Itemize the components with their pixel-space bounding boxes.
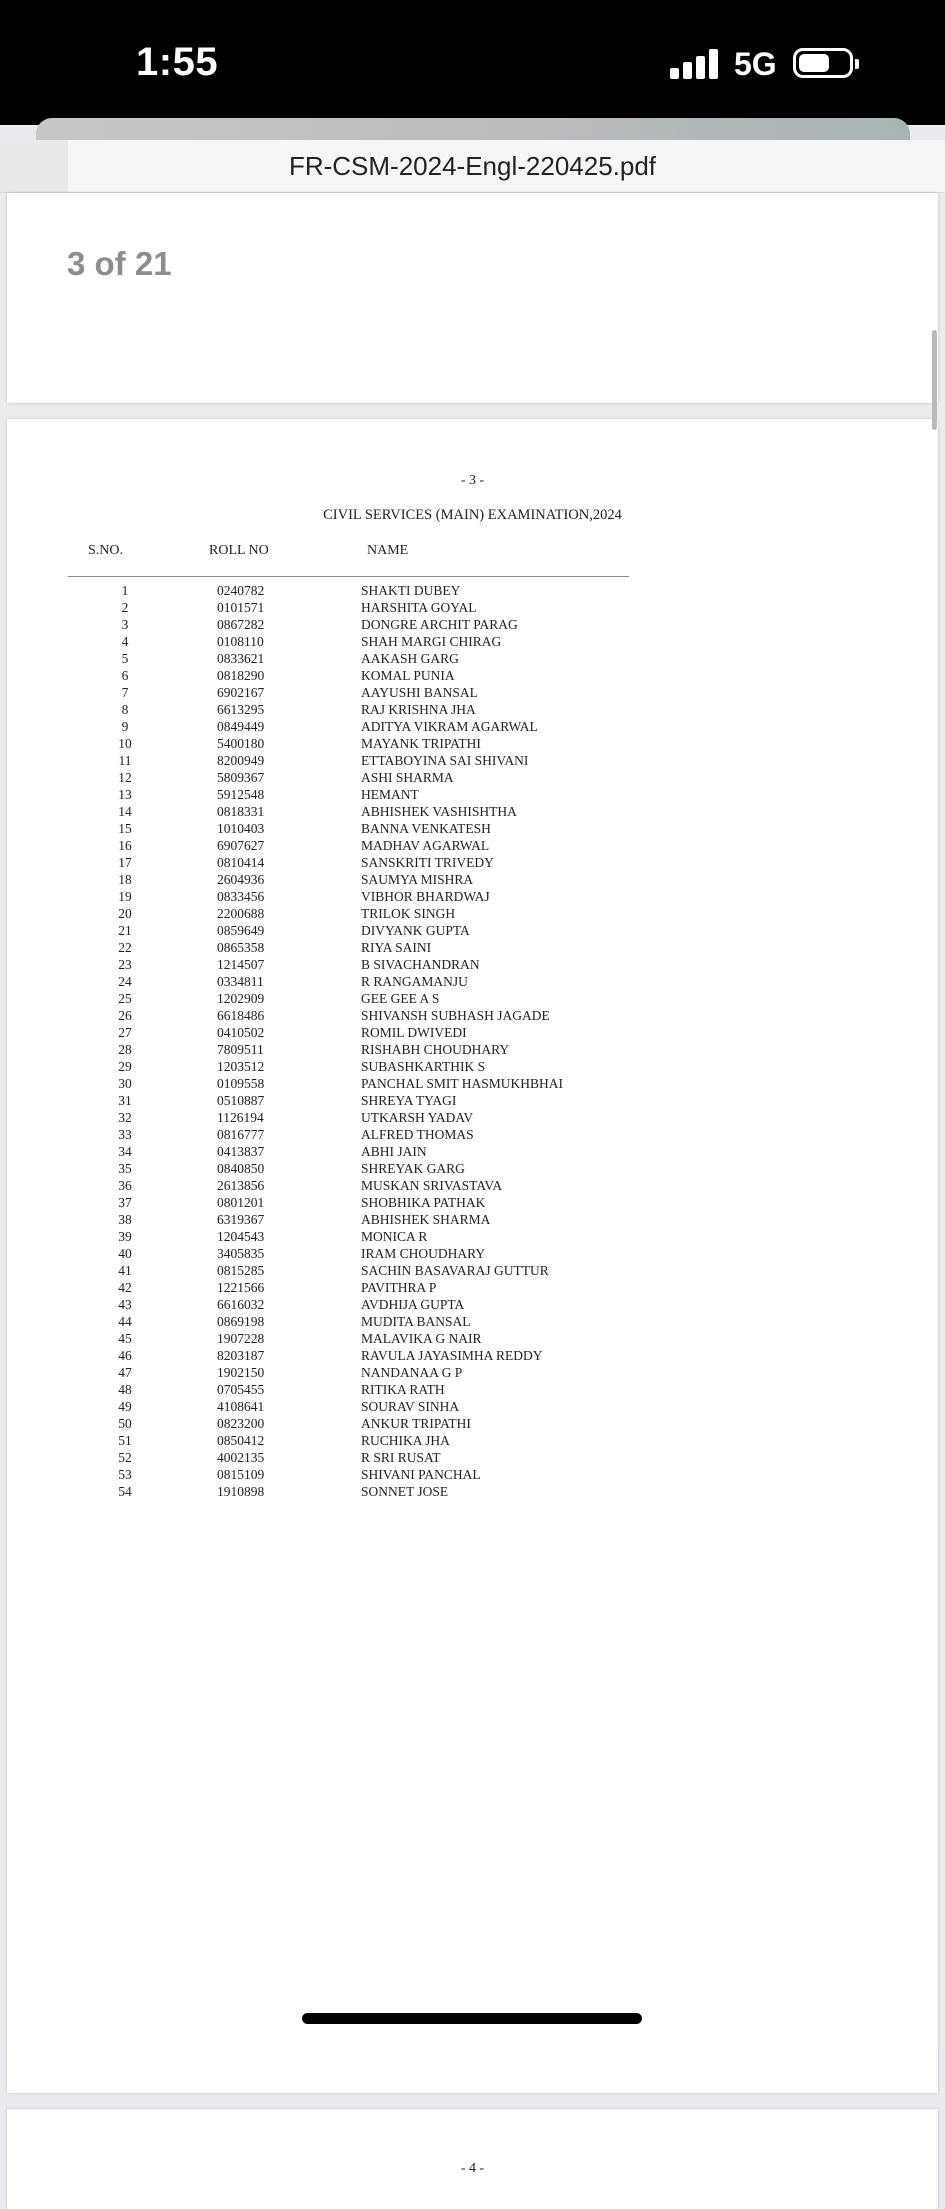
row-name: ANKUR TRIPATHI — [361, 1416, 471, 1431]
row-sno: 32 — [118, 1110, 132, 1125]
row-sno: 54 — [118, 1484, 132, 1499]
row-name: GEE GEE A S — [361, 991, 440, 1006]
network-type: 5G — [734, 46, 777, 82]
row-sno: 48 — [118, 1382, 132, 1397]
row-name: PAVITHRA P — [361, 1280, 437, 1295]
row-roll-no: 0705455 — [217, 1382, 265, 1397]
table-row — [7, 786, 938, 803]
row-name: BANNA VENKATESH — [361, 821, 491, 836]
table-row — [7, 1415, 938, 1432]
row-roll-no: 0850412 — [217, 1433, 265, 1448]
table-row — [7, 1398, 938, 1415]
row-roll-no: 0108110 — [217, 634, 264, 649]
row-name: HARSHITA GOYAL — [361, 600, 477, 615]
row-sno: 35 — [118, 1161, 132, 1176]
table-row — [7, 701, 938, 718]
row-sno: 19 — [118, 889, 132, 904]
table-row — [7, 1109, 938, 1126]
table-row — [7, 1160, 938, 1177]
table-row — [7, 1143, 938, 1160]
viewer-title-bar — [0, 140, 945, 193]
row-roll-no: 2613856 — [217, 1178, 265, 1193]
table-row — [7, 1330, 938, 1347]
row-sno: 30 — [118, 1076, 132, 1091]
row-roll-no: 0818290 — [217, 668, 265, 683]
row-name: R SRI RUSAT — [361, 1450, 441, 1465]
row-roll-no: 0869198 — [217, 1314, 265, 1329]
row-sno: 15 — [118, 821, 132, 836]
row-name: ABHISHEK SHARMA — [361, 1212, 491, 1227]
row-roll-no: 5912548 — [217, 787, 265, 802]
row-roll-no: 1126194 — [217, 1110, 264, 1125]
table-row — [7, 922, 938, 939]
row-name: ROMIL DWIVEDI — [361, 1025, 467, 1040]
row-roll-no: 2604936 — [217, 872, 265, 887]
document-filename: FR-CSM-2024-Engl-220425.pdf — [288, 151, 657, 181]
row-name: RISHABH CHOUDHARY — [361, 1042, 510, 1057]
row-sno: 7 — [121, 685, 129, 700]
row-name: ABHI JAIN — [361, 1144, 427, 1159]
row-name: UTKARSH YADAV — [361, 1110, 474, 1125]
row-roll-no: 7809511 — [217, 1042, 264, 1057]
row-name: ASHI SHARMA — [361, 770, 454, 785]
row-sno: 22 — [118, 940, 132, 955]
row-roll-no: 0240782 — [217, 583, 265, 598]
row-sno: 27 — [118, 1025, 132, 1040]
next-page-number-label: - 4 - — [460, 2161, 485, 2176]
row-roll-no: 6319367 — [217, 1212, 265, 1227]
row-sno: 8 — [121, 702, 129, 717]
row-name: SHAH MARGI CHIRAG — [361, 634, 502, 649]
column-header-roll-no: ROLL NO — [209, 543, 269, 558]
table-row — [7, 1313, 938, 1330]
row-roll-no: 2200688 — [217, 906, 265, 921]
row-name: MADHAV AGARWAL — [361, 838, 490, 853]
row-roll-no: 8203187 — [217, 1348, 265, 1363]
battery-icon — [793, 48, 853, 78]
row-sno: 45 — [118, 1331, 132, 1346]
table-row — [7, 939, 938, 956]
row-roll-no: 6616032 — [217, 1297, 265, 1312]
table-row — [7, 1347, 938, 1364]
table-row — [7, 1024, 938, 1041]
row-name: ADITYA VIKRAM AGARWAL — [361, 719, 538, 734]
row-roll-no: 0849449 — [217, 719, 265, 734]
row-name: RAVULA JAYASIMHA REDDY — [361, 1348, 543, 1363]
row-roll-no: 1204543 — [217, 1229, 265, 1244]
row-sno: 29 — [118, 1059, 132, 1074]
table-row — [7, 1075, 938, 1092]
row-roll-no: 6907627 — [217, 838, 265, 853]
status-time: 1:55 — [136, 40, 219, 84]
table-row — [7, 633, 938, 650]
row-roll-no: 0413837 — [217, 1144, 265, 1159]
row-sno: 11 — [118, 753, 132, 768]
row-roll-no: 4108641 — [217, 1399, 265, 1414]
row-name: SANSKRITI TRIVEDY — [361, 855, 494, 870]
row-name: MALAVIKA G NAIR — [361, 1331, 482, 1346]
row-roll-no: 0833621 — [217, 651, 265, 666]
row-sno: 18 — [118, 872, 132, 887]
row-roll-no: 1010403 — [217, 821, 265, 836]
row-roll-no: 0865358 — [217, 940, 265, 955]
table-row — [7, 616, 938, 633]
row-roll-no: 5400180 — [217, 736, 265, 751]
row-sno: 5 — [121, 651, 129, 666]
row-sno: 43 — [118, 1297, 132, 1312]
table-row — [7, 1381, 938, 1398]
row-roll-no: 1214507 — [217, 957, 265, 972]
table-row — [7, 905, 938, 922]
table-row — [7, 1211, 938, 1228]
row-name: NANDANAA G P — [361, 1365, 463, 1380]
table-row — [7, 684, 938, 701]
table-row — [7, 854, 938, 871]
row-name: SAUMYA MISHRA — [361, 872, 474, 887]
row-roll-no: 1910898 — [217, 1484, 265, 1499]
row-roll-no: 0833456 — [217, 889, 265, 904]
row-roll-no: 1221566 — [217, 1280, 265, 1295]
row-name: SUBASHKARTHIK S — [361, 1059, 486, 1074]
row-name: SHREYA TYAGI — [361, 1093, 457, 1108]
row-roll-no: 6902167 — [217, 685, 265, 700]
table-row — [7, 1126, 938, 1143]
row-roll-no: 0510887 — [217, 1093, 265, 1108]
row-sno: 3 — [121, 617, 129, 632]
row-sno: 53 — [118, 1467, 132, 1482]
row-roll-no: 0840850 — [217, 1161, 265, 1176]
row-name: AVDHIJA GUPTA — [361, 1297, 465, 1312]
table-row — [7, 1364, 938, 1381]
row-sno: 6 — [121, 668, 129, 683]
table-row — [7, 1279, 938, 1296]
table-row — [7, 1228, 938, 1245]
header-divider — [68, 576, 629, 577]
row-sno: 44 — [118, 1314, 132, 1329]
table-row — [7, 599, 938, 616]
table-row — [7, 1245, 938, 1262]
table-row — [7, 1483, 938, 1500]
row-sno: 49 — [118, 1399, 132, 1414]
table-row — [7, 1466, 938, 1483]
row-sno: 13 — [118, 787, 132, 802]
row-name: SHAKTI DUBEY — [361, 583, 461, 598]
row-roll-no: 6618486 — [217, 1008, 265, 1023]
row-roll-no: 0859649 — [217, 923, 265, 938]
row-sno: 2 — [121, 600, 129, 615]
row-sno: 51 — [118, 1433, 132, 1448]
column-header-name: NAME — [367, 543, 409, 558]
row-name: HEMANT — [361, 787, 419, 802]
home-indicator[interactable] — [302, 2013, 642, 2024]
table-row — [7, 803, 938, 820]
row-name: MUSKAN SRIVASTAVA — [361, 1178, 503, 1193]
table-row — [7, 582, 938, 599]
row-name: RUCHIKA JHA — [361, 1433, 450, 1448]
row-sno: 36 — [118, 1178, 132, 1193]
page-indicator: 3 of 21 — [67, 245, 172, 282]
table-row — [7, 667, 938, 684]
row-sno: 17 — [118, 855, 132, 870]
row-name: RAJ KRISHNA JHA — [361, 702, 476, 717]
table-row — [7, 1296, 938, 1313]
row-sno: 9 — [121, 719, 129, 734]
row-roll-no: 0815109 — [217, 1467, 265, 1482]
column-header-sno: S.NO. — [88, 543, 124, 558]
table-row — [7, 837, 938, 854]
signal-bars-icon — [670, 49, 720, 79]
row-roll-no: 0823200 — [217, 1416, 265, 1431]
row-name: R RANGAMANJU — [361, 974, 468, 989]
row-name: PANCHAL SMIT HASMUKHBHAI — [361, 1076, 564, 1091]
table-row — [7, 1432, 938, 1449]
table-row — [7, 1041, 938, 1058]
row-name: AAKASH GARG — [361, 651, 459, 666]
row-roll-no: 0801201 — [217, 1195, 265, 1210]
row-sno: 50 — [118, 1416, 132, 1431]
table-row — [7, 871, 938, 888]
row-name: SACHIN BASAVARAJ GUTTUR — [361, 1263, 549, 1278]
table-row — [7, 1007, 938, 1024]
row-name: SOURAV SINHA — [361, 1399, 460, 1414]
row-sno: 33 — [118, 1127, 132, 1142]
status-bar — [0, 0, 945, 125]
row-sno: 4 — [121, 634, 129, 649]
table-row — [7, 1449, 938, 1466]
table-row — [7, 718, 938, 735]
row-name: DIVYANK GUPTA — [361, 923, 470, 938]
previous-page[interactable] — [7, 193, 938, 403]
row-roll-no: 6613295 — [217, 702, 265, 717]
table-row — [7, 735, 938, 752]
table-row — [7, 1194, 938, 1211]
row-name: MAYANK TRIPATHI — [361, 736, 481, 751]
row-roll-no: 0109558 — [217, 1076, 265, 1091]
row-name: ETTABOYINA SAI SHIVANI — [361, 753, 529, 768]
current-page[interactable] — [7, 419, 938, 2093]
table-row — [7, 650, 938, 667]
row-roll-no: 0334811 — [217, 974, 264, 989]
row-sno: 14 — [118, 804, 132, 819]
row-roll-no: 1907228 — [217, 1331, 265, 1346]
row-sno: 10 — [118, 736, 132, 751]
row-roll-no: 3405835 — [217, 1246, 265, 1261]
results-table-body — [7, 582, 938, 1500]
table-row — [7, 752, 938, 769]
row-sno: 42 — [118, 1280, 132, 1295]
row-roll-no: 5809367 — [217, 770, 265, 785]
row-roll-no: 0810414 — [217, 855, 265, 870]
row-name: RIYA SAINI — [361, 940, 432, 955]
table-row — [7, 956, 938, 973]
table-row — [7, 1262, 938, 1279]
table-row — [7, 973, 938, 990]
row-sno: 24 — [118, 974, 132, 989]
row-name: TRILOK SINGH — [361, 906, 456, 921]
row-name: AAYUSHI BANSAL — [361, 685, 478, 700]
row-sno: 16 — [118, 838, 132, 853]
row-sno: 41 — [118, 1263, 132, 1278]
row-sno: 1 — [121, 583, 129, 598]
row-name: IRAM CHOUDHARY — [361, 1246, 486, 1261]
row-sno: 34 — [118, 1144, 132, 1159]
row-name: DONGRE ARCHIT PARAG — [361, 617, 518, 632]
exam-title: CIVIL SERVICES (MAIN) EXAMINATION,2024 — [323, 507, 622, 523]
table-row — [7, 1177, 938, 1194]
row-sno: 40 — [118, 1246, 132, 1261]
row-roll-no: 0410502 — [217, 1025, 265, 1040]
row-sno: 52 — [118, 1450, 132, 1465]
row-name: SONNET JOSE — [361, 1484, 449, 1499]
row-sno: 21 — [118, 923, 132, 938]
row-sno: 20 — [118, 906, 132, 921]
row-roll-no: 0867282 — [217, 617, 265, 632]
scrollbar-thumb[interactable] — [932, 330, 937, 430]
row-name: VIBHOR BHARDWAJ — [361, 889, 490, 904]
row-sno: 28 — [118, 1042, 132, 1057]
table-row — [7, 990, 938, 1007]
row-name: SHREYAK GARG — [361, 1161, 465, 1176]
row-sno: 31 — [118, 1093, 132, 1108]
table-row — [7, 820, 938, 837]
row-sno: 26 — [118, 1008, 132, 1023]
row-name: B SIVACHANDRAN — [361, 957, 480, 972]
row-sno: 46 — [118, 1348, 132, 1363]
row-roll-no: 8200949 — [217, 753, 265, 768]
table-row — [7, 1092, 938, 1109]
row-name: KOMAL PUNIA — [361, 668, 455, 683]
row-roll-no: 4002135 — [217, 1450, 265, 1465]
page-number-label: - 3 - — [460, 473, 485, 488]
row-name: SHIVANSH SUBHASH JAGADE — [361, 1008, 550, 1023]
row-roll-no: 1202909 — [217, 991, 265, 1006]
table-row — [7, 769, 938, 786]
row-roll-no: 0815285 — [217, 1263, 265, 1278]
pdf-viewer-sheet[interactable] — [0, 140, 945, 2176]
table-row — [7, 888, 938, 905]
row-roll-no: 1902150 — [217, 1365, 265, 1380]
row-name: ALFRED THOMAS — [361, 1127, 474, 1142]
row-sno: 23 — [118, 957, 132, 972]
row-sno: 25 — [118, 991, 132, 1006]
row-sno: 47 — [118, 1365, 132, 1380]
row-name: MUDITA BANSAL — [361, 1314, 471, 1329]
row-sno: 38 — [118, 1212, 132, 1227]
row-name: RITIKA RATH — [361, 1382, 445, 1397]
next-page[interactable] — [7, 2109, 938, 2209]
row-sno: 12 — [118, 770, 132, 785]
row-name: SHOBHIKA PATHAK — [361, 1195, 486, 1210]
table-row — [7, 1058, 938, 1075]
row-name: SHIVANI PANCHAL — [361, 1467, 481, 1482]
row-roll-no: 0818331 — [217, 804, 265, 819]
row-roll-no: 1203512 — [217, 1059, 265, 1074]
row-roll-no: 0816777 — [217, 1127, 265, 1142]
row-sno: 37 — [118, 1195, 132, 1210]
row-roll-no: 0101571 — [217, 600, 265, 615]
row-name: ABHISHEK VASHISHTHA — [361, 804, 517, 819]
row-sno: 39 — [118, 1229, 132, 1244]
row-name: MONICA R — [361, 1229, 428, 1244]
